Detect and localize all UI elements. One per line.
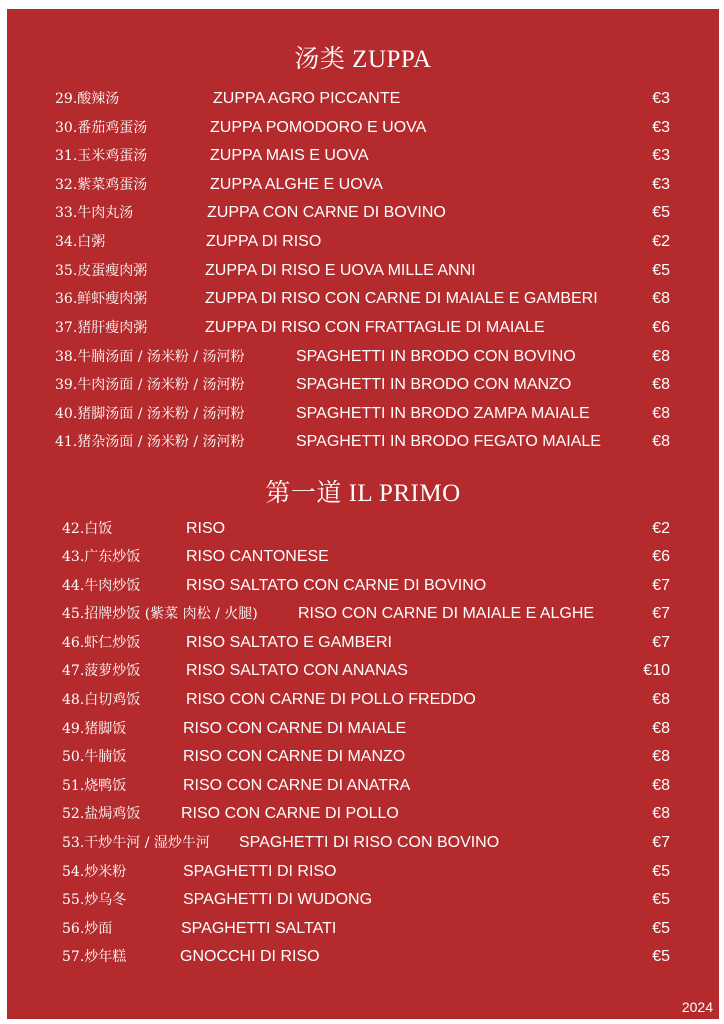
item-price: €5 [652, 262, 670, 279]
item-price: €2 [652, 233, 670, 250]
item-chinese-name: 39.牛肉汤面 / 汤米粉 / 汤河粉 [55, 377, 245, 393]
item-italian-name: RISO SALTATO E GAMBERI [186, 634, 392, 651]
item-price: €5 [652, 920, 670, 937]
item-price: €8 [652, 805, 670, 822]
menu-item [62, 658, 670, 684]
menu-item [62, 830, 670, 856]
item-price: €7 [652, 605, 670, 622]
item-italian-name: RISO [186, 520, 226, 537]
item-price: €6 [652, 548, 670, 565]
item-price: €3 [652, 119, 670, 136]
menu-item [55, 401, 670, 427]
item-italian-name: RISO CANTONESE [186, 548, 329, 565]
item-chinese-name: 50.牛腩饭 [62, 749, 127, 765]
menu-item [55, 429, 670, 455]
item-italian-name: RISO CON CARNE DI ANATRA [183, 777, 411, 794]
item-chinese-name: 30.番茄鸡蛋汤 [55, 120, 148, 136]
item-chinese-name: 53.干炒牛河 / 湿炒牛河 [62, 835, 210, 851]
item-italian-name: GNOCCHI DI RISO [180, 948, 320, 965]
item-price: €7 [652, 634, 670, 651]
year-label: 2024 [681, 999, 713, 1015]
menu-item [55, 115, 670, 141]
item-chinese-name: 46.虾仁炒饭 [62, 635, 141, 651]
item-italian-name: SPAGHETTI IN BRODO CON BOVINO [296, 348, 576, 365]
item-chinese-name: 38.牛腩汤面 / 汤米粉 / 汤河粉 [55, 349, 245, 365]
item-italian-name: ZUPPA POMODORO E UOVA [210, 119, 427, 136]
item-italian-name: ZUPPA AGRO PICCANTE [213, 90, 401, 107]
item-price: €5 [652, 204, 670, 221]
item-chinese-name: 32.紫菜鸡蛋汤 [55, 177, 148, 193]
item-chinese-name: 29.酸辣汤 [55, 91, 120, 107]
menu-item [55, 86, 670, 112]
item-chinese-name: 45.招牌炒饭 (紫菜 肉松 / 火腿) [62, 606, 258, 622]
item-chinese-name: 37.猪肝瘦肉粥 [55, 320, 148, 336]
item-price: €8 [652, 433, 670, 450]
item-italian-name: ZUPPA DI RISO E UOVA MILLE ANNI [205, 262, 476, 279]
item-price: €6 [652, 319, 670, 336]
item-price: €5 [652, 948, 670, 965]
item-chinese-name: 43.广东炒饭 [62, 549, 141, 565]
menu-item [55, 229, 670, 255]
item-italian-name: SPAGHETTI DI RISO CON BOVINO [239, 834, 500, 851]
item-italian-name: RISO CON CARNE DI MAIALE [183, 720, 407, 737]
menu-item [62, 573, 670, 599]
item-italian-name: ZUPPA CON CARNE DI BOVINO [207, 204, 446, 221]
item-italian-name: ZUPPA DI RISO CON FRATTAGLIE DI MAIALE [205, 319, 545, 336]
item-chinese-name: 52.盐焗鸡饭 [62, 806, 141, 822]
item-price: €8 [652, 777, 670, 794]
item-italian-name: SPAGHETTI SALTATI [181, 920, 337, 937]
item-price: €5 [652, 863, 670, 880]
item-chinese-name: 31.玉米鸡蛋汤 [55, 148, 148, 164]
item-chinese-name: 56.炒面 [62, 921, 113, 937]
menu-item [62, 944, 670, 970]
item-italian-name: ZUPPA MAIS E UOVA [210, 147, 369, 164]
item-price: €10 [643, 662, 670, 679]
menu-item [62, 744, 670, 770]
menu-item [62, 687, 670, 713]
item-italian-name: SPAGHETTI IN BRODO CON MANZO [296, 376, 572, 393]
menu-item [62, 630, 670, 656]
item-price: €3 [652, 176, 670, 193]
menu-item [62, 773, 670, 799]
section-title-primo: 第一道 IL PRIMO [265, 480, 461, 507]
item-italian-name: RISO SALTATO CON ANANAS [186, 662, 408, 679]
item-chinese-name: 54.炒米粉 [62, 864, 127, 880]
menu-item [55, 344, 670, 370]
menu-item [62, 716, 670, 742]
item-chinese-name: 40.猪脚汤面 / 汤米粉 / 汤河粉 [55, 406, 245, 422]
item-price: €3 [652, 90, 670, 107]
menu-item [55, 200, 670, 226]
menu-item [55, 258, 670, 284]
item-italian-name: SPAGHETTI DI WUDONG [183, 891, 373, 908]
menu-page [7, 9, 719, 1019]
item-price: €8 [652, 748, 670, 765]
item-price: €8 [652, 290, 670, 307]
item-price: €7 [652, 834, 670, 851]
item-chinese-name: 51.烧鸭饭 [62, 778, 127, 794]
item-chinese-name: 44.牛肉炒饭 [62, 578, 141, 594]
item-chinese-name: 36.鲜虾瘦肉粥 [55, 291, 148, 307]
item-italian-name: RISO SALTATO CON CARNE DI BOVINO [186, 577, 487, 594]
item-price: €7 [652, 577, 670, 594]
menu-item [62, 601, 670, 627]
menu-item [62, 859, 670, 885]
item-italian-name: SPAGHETTI DI RISO [183, 863, 337, 880]
menu-item [62, 516, 670, 542]
item-italian-name: SPAGHETTI IN BRODO ZAMPA MAIALE [296, 405, 590, 422]
menu-item [55, 143, 670, 169]
item-italian-name: ZUPPA DI RISO [206, 233, 322, 250]
item-italian-name: ZUPPA DI RISO CON CARNE DI MAIALE E GAMBERI [205, 290, 598, 307]
menu-item [62, 544, 670, 570]
item-italian-name: RISO CON CARNE DI POLLO FREDDO [186, 691, 476, 708]
item-price: €8 [652, 691, 670, 708]
item-price: €5 [652, 891, 670, 908]
item-price: €8 [652, 405, 670, 422]
item-chinese-name: 41.猪杂汤面 / 汤米粉 / 汤河粉 [55, 434, 245, 450]
item-price: €3 [652, 147, 670, 164]
item-chinese-name: 55.炒乌冬 [62, 892, 127, 908]
item-italian-name: SPAGHETTI IN BRODO FEGATO MAIALE [296, 433, 601, 450]
menu-item [62, 801, 670, 827]
item-chinese-name: 42.白饭 [62, 521, 113, 537]
item-italian-name: RISO CON CARNE DI MANZO [183, 748, 406, 765]
menu-item [55, 172, 670, 198]
menu-item [62, 916, 670, 942]
item-chinese-name: 35.皮蛋瘦肉粥 [55, 263, 148, 279]
item-chinese-name: 57.炒年糕 [62, 949, 127, 965]
menu-item [55, 286, 670, 312]
menu-item [55, 372, 670, 398]
item-chinese-name: 47.菠萝炒饭 [62, 663, 141, 679]
item-chinese-name: 33.牛肉丸汤 [55, 205, 134, 221]
item-price: €8 [652, 376, 670, 393]
item-price: €8 [652, 720, 670, 737]
item-italian-name: RISO CON CARNE DI MAIALE E ALGHE [298, 605, 595, 622]
item-price: €8 [652, 348, 670, 365]
menu-item [62, 887, 670, 913]
item-italian-name: RISO CON CARNE DI POLLO [181, 805, 399, 822]
item-italian-name: ZUPPA ALGHE E UOVA [210, 176, 383, 193]
menu-item [55, 315, 670, 341]
item-price: €2 [652, 520, 670, 537]
item-chinese-name: 49.猪脚饭 [62, 721, 127, 737]
section-title-zuppa: 汤类 ZUPPA [294, 46, 432, 73]
item-chinese-name: 48.白切鸡饭 [62, 692, 141, 708]
item-chinese-name: 34.白粥 [55, 234, 106, 250]
